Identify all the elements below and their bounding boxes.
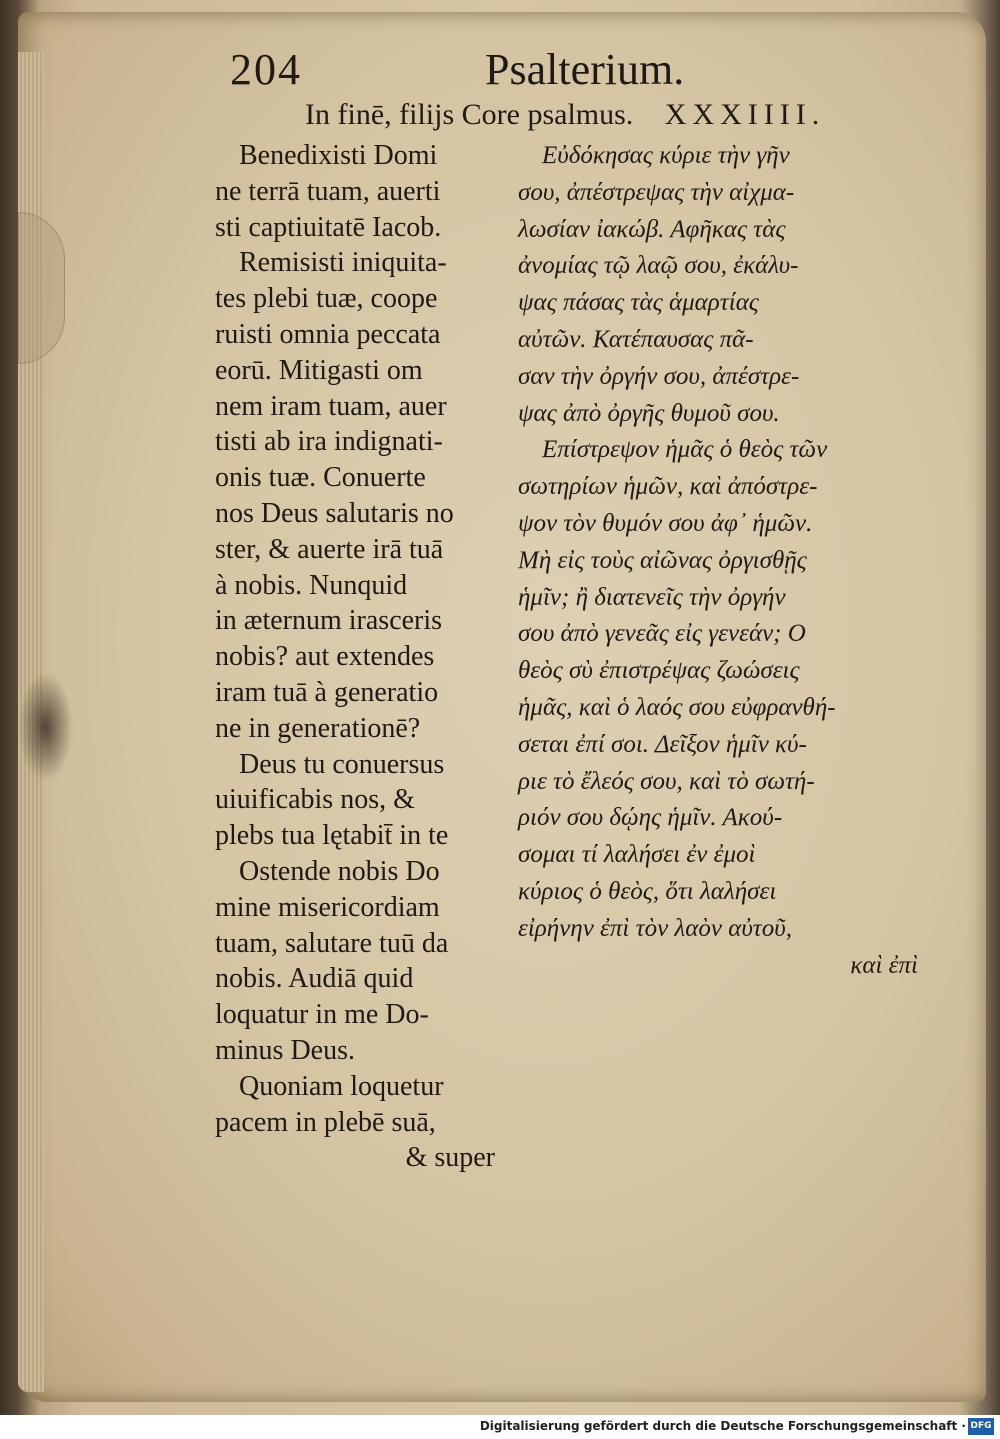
greek-text-line: σωτηρίων ἡμῶν, καὶ ἀπόστρε- [518,473,818,501]
greek-text-line: ψον τὸν θυμόν σου ἀφ᾽ ἡμῶν. [518,509,813,537]
latin-text-line: Ostende nobis Do [239,855,440,887]
latin-text-line: à nobis. Nunquid [215,569,408,601]
greek-text-line: Εὐδόκησας κύριε τὴν γῆν [542,142,790,169]
latin-text-line: plebs tua lętabit̄ in te [215,820,449,852]
latin-text-line: in æternum irasceris [215,605,443,637]
latin-text-line: ster, & auerte irā tuā [215,533,444,565]
latin-text-line: nobis? aut extendes [215,641,435,673]
greek-text-line: ψας ἀπὸ ὀργῆς θυμοῦ σου. [518,399,780,427]
greek-text-line: ἀνομίας τῷ λαῷ σου, ἐκάλυ- [518,252,799,280]
latin-text-line: tuam, salutare tuū da [215,927,449,959]
latin-text-line: nos Deus salutaris no [215,497,454,529]
latin-text-line: nobis. Audiā quid [215,963,414,995]
latin-text-line: nem iram tuam, auer [215,390,447,422]
greek-text-line: αὐτῶν. Κατέπαυσας πᾶ- [518,325,754,353]
greek-text-line: σεται ἐπί σοι. Δεῖξον ἡμῖν κύ- [518,730,807,758]
latin-text-line: Quoniam loquetur [239,1070,444,1102]
page-fold-mark [18,212,65,364]
running-head [230,44,750,104]
book-title: Psalterium. [485,45,685,94]
latin-text-line: Deus tu conuersus [239,748,445,780]
latin-text-line: ruisti omnia peccata [215,318,441,350]
greek-text-line: θεὸς σὺ ἐπιστρέψας ζωώσεις [518,657,800,685]
greek-text-line: σου, ἀπέστρεψας τὴν αἰχμα- [518,178,795,206]
latin-column [215,138,515,1176]
greek-text-line: ἡμῖν; ἢ διατενεῖς τὴν ὀργήν [518,583,786,611]
greek-text-line: ριε τὸ ἔλεός σου, καὶ τὸ σωτή- [518,767,815,795]
latin-text-line: Remisisti iniquita- [239,247,447,279]
latin-text-line: mine misericordiam [215,891,440,923]
latin-text-line: tisti ab ira indignati- [215,426,443,458]
latin-text-line: & super [405,1142,495,1174]
dfg-logo: DFG [968,1418,994,1435]
page-number: 204 [230,45,302,94]
greek-text-line: ριόν σου δῴης ἡμῖν. Ακού- [518,804,783,832]
latin-text-line: ne in generationē? [215,712,421,744]
greek-text-line: ψας πάσας τὰς ἁμαρτίας [518,289,759,317]
latin-text-line: tes plebi tuæ, coope [215,283,438,315]
footer-bar [0,1415,1000,1439]
latin-text-line: minus Deus. [215,1034,355,1066]
psalm-number: XXXIIII. [664,98,826,131]
greek-text-line: ἡμᾶς, καὶ ὁ λαός σου εὐφρανθή- [518,693,836,721]
greek-text-line: σου ἀπὸ γενεᾶς εἰς γενεάν; Ο [518,620,806,648]
greek-text-line: εἰρήνην ἐπὶ τὸν λαὸν αὐτοῦ, [518,914,792,942]
latin-text-line: iram tuā à generatio [215,676,439,708]
latin-text-line: Benedixisti Domi [239,140,438,171]
greek-text-line: σαν τὴν ὀργήν σου, ἀπέστρε- [518,362,800,390]
greek-text-line: κύριος ὁ θεὸς, ὅτι λαλήσει [518,877,777,905]
greek-text-line: καὶ ἐπὶ [850,951,918,979]
latin-text-line: sti captiuitatē Iacob. [215,211,442,243]
greek-column [518,138,938,984]
latin-text-line: loquatur in me Do- [215,999,429,1031]
psalm-heading [305,98,825,132]
latin-text-line: onis tuæ. Conuerte [215,462,426,494]
greek-text-line: σομαι τί λαλήσει ἐν ἐμοὶ [518,841,756,869]
latin-text-line: uiuificabis nos, & [215,784,415,816]
greek-text-line: Επίστρεψον ἡμᾶς ὁ θεὸς τῶν [542,436,828,464]
latin-text-line: pacem in plebē suā, [215,1106,436,1138]
greek-text-line: Μὴ εἰς τοὺς αἰῶνας ὀργισθῇς [518,546,807,574]
latin-text-line: eorū. Mitigasti om [215,354,423,386]
latin-text-line: ne terrā tuam, auerti [215,175,441,207]
greek-text-line: λωσίαν ἰακώβ. Αφῆκας τὰς [518,215,786,243]
ink-stain [18,672,73,782]
psalm-heading-text: In finē, filijs Core psalmus. [305,98,634,131]
footer-credit: Digitalisierung gefördert durch die Deutsche Forschungsgemeinschaft · [479,1419,966,1433]
